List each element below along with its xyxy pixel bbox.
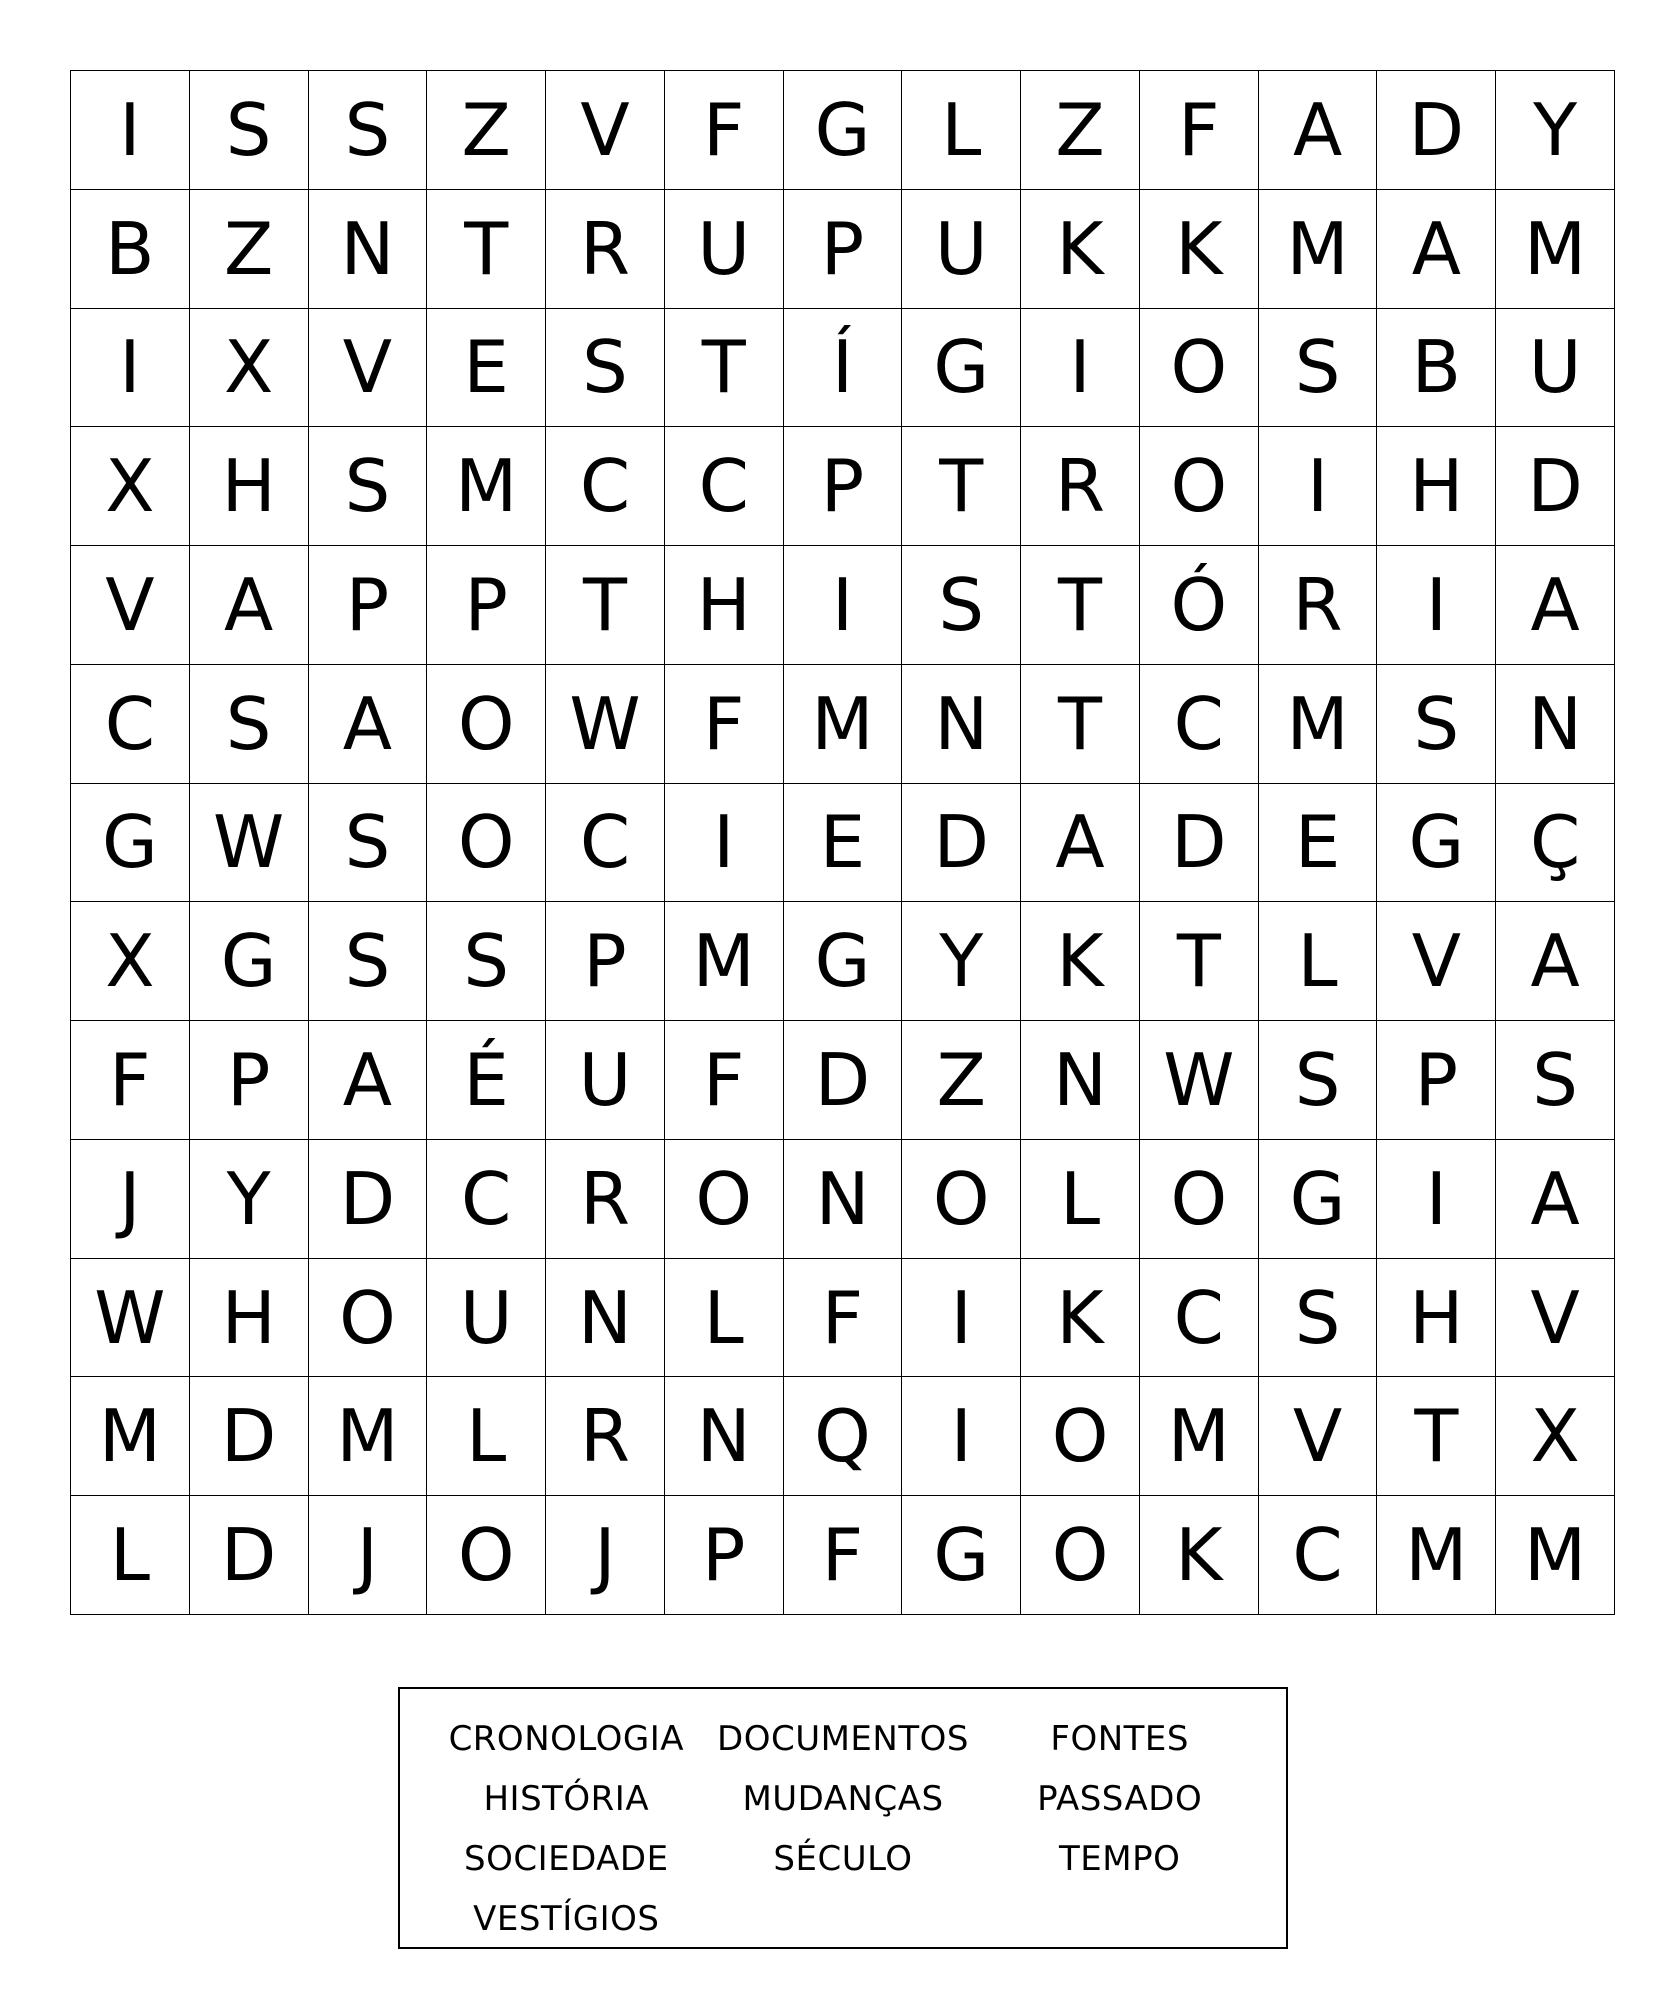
grid-cell[interactable]: L: [71, 1496, 190, 1615]
grid-cell[interactable]: V: [71, 546, 190, 665]
grid-cell[interactable]: S: [902, 546, 1021, 665]
grid-cell[interactable]: F: [784, 1496, 903, 1615]
grid-cell[interactable]: U: [902, 190, 1021, 309]
grid-cell[interactable]: S: [309, 784, 428, 903]
grid-cell[interactable]: P: [1377, 1021, 1496, 1140]
grid-cell[interactable]: I: [1021, 309, 1140, 428]
grid-cell[interactable]: G: [71, 784, 190, 903]
grid-cell[interactable]: F: [784, 1259, 903, 1378]
grid-cell[interactable]: F: [1140, 71, 1259, 190]
grid-cell[interactable]: J: [546, 1496, 665, 1615]
grid-cell[interactable]: P: [190, 1021, 309, 1140]
grid-cell[interactable]: O: [427, 1496, 546, 1615]
grid-cell[interactable]: W: [190, 784, 309, 903]
grid-cell[interactable]: C: [546, 427, 665, 546]
grid-cell[interactable]: M: [1377, 1496, 1496, 1615]
grid-cell[interactable]: Ó: [1140, 546, 1259, 665]
grid-cell[interactable]: M: [1140, 1377, 1259, 1496]
grid-cell[interactable]: T: [1377, 1377, 1496, 1496]
grid-cell[interactable]: Y: [1496, 71, 1615, 190]
grid-cell[interactable]: S: [546, 309, 665, 428]
grid-cell[interactable]: A: [190, 546, 309, 665]
grid-cell[interactable]: N: [1021, 1021, 1140, 1140]
grid-cell[interactable]: F: [665, 71, 784, 190]
grid-cell[interactable]: C: [1140, 665, 1259, 784]
grid-cell[interactable]: S: [1259, 1021, 1378, 1140]
grid-cell[interactable]: Y: [190, 1140, 309, 1259]
grid-cell[interactable]: D: [190, 1496, 309, 1615]
grid-cell[interactable]: G: [784, 71, 903, 190]
grid-cell[interactable]: L: [902, 71, 1021, 190]
grid-cell[interactable]: I: [902, 1259, 1021, 1378]
grid-cell[interactable]: M: [1496, 1496, 1615, 1615]
grid-cell[interactable]: F: [71, 1021, 190, 1140]
grid-cell[interactable]: G: [784, 902, 903, 1021]
grid-cell[interactable]: S: [1496, 1021, 1615, 1140]
grid-cell[interactable]: I: [902, 1377, 1021, 1496]
grid-cell[interactable]: D: [902, 784, 1021, 903]
grid-cell[interactable]: J: [309, 1496, 428, 1615]
grid-cell[interactable]: U: [546, 1021, 665, 1140]
word-search-grid: [70, 70, 1615, 1615]
grid-cell[interactable]: A: [1259, 71, 1378, 190]
grid-cell[interactable]: T: [1140, 902, 1259, 1021]
word-list-column: [983, 1709, 1256, 1947]
grid-cell[interactable]: Z: [190, 190, 309, 309]
grid-cell[interactable]: P: [784, 427, 903, 546]
grid-cell[interactable]: F: [665, 665, 784, 784]
grid-cell[interactable]: X: [1496, 1377, 1615, 1496]
grid-cell[interactable]: O: [1140, 1140, 1259, 1259]
grid-cell[interactable]: S: [309, 427, 428, 546]
grid-cell[interactable]: L: [427, 1377, 546, 1496]
grid-cell[interactable]: M: [665, 902, 784, 1021]
grid-cell[interactable]: T: [546, 546, 665, 665]
grid-cell[interactable]: O: [309, 1259, 428, 1378]
grid-cell[interactable]: S: [1377, 665, 1496, 784]
grid-cell[interactable]: K: [1021, 902, 1140, 1021]
grid-cell[interactable]: C: [1140, 1259, 1259, 1378]
grid-cell[interactable]: I: [1377, 546, 1496, 665]
word-list-column: [430, 1709, 703, 1947]
grid-cell[interactable]: A: [309, 1021, 428, 1140]
grid-cell[interactable]: O: [1021, 1496, 1140, 1615]
grid-cell[interactable]: C: [665, 427, 784, 546]
grid-cell[interactable]: H: [665, 546, 784, 665]
grid-cell[interactable]: I: [784, 546, 903, 665]
grid-cell[interactable]: O: [1140, 309, 1259, 428]
grid-cell[interactable]: N: [784, 1140, 903, 1259]
grid-cell[interactable]: F: [665, 1021, 784, 1140]
grid-cell[interactable]: H: [190, 427, 309, 546]
grid-cell[interactable]: C: [546, 784, 665, 903]
word-list-box: [398, 1687, 1288, 1949]
grid-cell[interactable]: N: [309, 190, 428, 309]
grid-cell[interactable]: U: [427, 1259, 546, 1378]
grid-cell[interactable]: M: [1259, 190, 1378, 309]
grid-cell[interactable]: N: [1496, 665, 1615, 784]
grid-cell[interactable]: X: [71, 902, 190, 1021]
grid-cell[interactable]: T: [665, 309, 784, 428]
grid-cell[interactable]: C: [1259, 1496, 1378, 1615]
grid-cell[interactable]: I: [665, 784, 784, 903]
grid-cell[interactable]: N: [902, 665, 1021, 784]
grid-cell[interactable]: M: [1259, 665, 1378, 784]
grid-cell[interactable]: S: [1259, 1259, 1378, 1378]
grid-cell[interactable]: M: [71, 1377, 190, 1496]
grid-cell[interactable]: E: [427, 309, 546, 428]
grid-cell[interactable]: T: [427, 190, 546, 309]
grid-cell[interactable]: Q: [784, 1377, 903, 1496]
grid-cell[interactable]: S: [309, 71, 428, 190]
grid-cell[interactable]: K: [1021, 190, 1140, 309]
grid-cell[interactable]: M: [309, 1377, 428, 1496]
grid-cell[interactable]: W: [1140, 1021, 1259, 1140]
grid-cell[interactable]: E: [784, 784, 903, 903]
grid-cell[interactable]: L: [1259, 902, 1378, 1021]
word-list-item: SÉCULO: [773, 1839, 913, 1879]
grid-cell[interactable]: V: [1377, 902, 1496, 1021]
grid-cell[interactable]: S: [190, 71, 309, 190]
grid-cell[interactable]: K: [1021, 1259, 1140, 1378]
grid-cell[interactable]: L: [665, 1259, 784, 1378]
grid-cell[interactable]: X: [71, 427, 190, 546]
grid-cell[interactable]: N: [546, 1259, 665, 1378]
grid-cell[interactable]: G: [190, 902, 309, 1021]
grid-cell[interactable]: V: [546, 71, 665, 190]
grid-cell[interactable]: S: [1259, 309, 1378, 428]
grid-cell[interactable]: W: [71, 1259, 190, 1378]
word-list-item: PASSADO: [1037, 1779, 1203, 1819]
word-list-item: DOCUMENTOS: [717, 1719, 969, 1759]
word-list-item: SOCIEDADE: [463, 1839, 669, 1879]
grid-cell[interactable]: O: [665, 1140, 784, 1259]
grid-cell[interactable]: T: [1021, 665, 1140, 784]
grid-cell[interactable]: I: [71, 309, 190, 428]
grid-cell[interactable]: S: [309, 902, 428, 1021]
grid-cell[interactable]: P: [427, 546, 546, 665]
grid-cell[interactable]: O: [902, 1140, 1021, 1259]
grid-cell[interactable]: L: [1021, 1140, 1140, 1259]
word-list-item: CRONOLOGIA: [448, 1719, 685, 1759]
word-list-column: [707, 1709, 980, 1947]
grid-cell[interactable]: T: [902, 427, 1021, 546]
grid-cell[interactable]: D: [784, 1021, 903, 1140]
grid-cell[interactable]: A: [309, 665, 428, 784]
word-list-item: VESTÍGIOS: [473, 1899, 660, 1939]
grid-cell[interactable]: V: [309, 309, 428, 428]
grid-cell[interactable]: P: [665, 1496, 784, 1615]
grid-cell[interactable]: P: [309, 546, 428, 665]
grid-cell[interactable]: R: [546, 190, 665, 309]
grid-cell[interactable]: H: [1377, 1259, 1496, 1378]
grid-cell[interactable]: V: [1496, 1259, 1615, 1378]
grid-cell[interactable]: U: [665, 190, 784, 309]
grid-cell[interactable]: H: [190, 1259, 309, 1378]
word-list-item: MUDANÇAS: [742, 1779, 944, 1819]
grid-cell[interactable]: G: [902, 1496, 1021, 1615]
grid-cell[interactable]: G: [902, 309, 1021, 428]
grid-cell[interactable]: K: [1140, 1496, 1259, 1615]
grid-cell[interactable]: G: [1259, 1140, 1378, 1259]
grid-cell[interactable]: R: [1259, 546, 1378, 665]
grid-cell[interactable]: M: [1496, 190, 1615, 309]
grid-cell[interactable]: S: [427, 902, 546, 1021]
grid-cell[interactable]: I: [71, 71, 190, 190]
grid-cell[interactable]: Z: [902, 1021, 1021, 1140]
grid-cell[interactable]: M: [427, 427, 546, 546]
grid-cell[interactable]: D: [1496, 427, 1615, 546]
grid-cell[interactable]: N: [665, 1377, 784, 1496]
grid-cell[interactable]: J: [71, 1140, 190, 1259]
grid-cell[interactable]: Í: [784, 309, 903, 428]
grid-cell[interactable]: W: [546, 665, 665, 784]
grid-cell[interactable]: U: [1496, 309, 1615, 428]
grid-cell[interactable]: C: [71, 665, 190, 784]
grid-cell[interactable]: O: [1021, 1377, 1140, 1496]
grid-cell[interactable]: A: [1021, 784, 1140, 903]
grid-cell[interactable]: K: [1140, 190, 1259, 309]
grid-cell[interactable]: I: [1377, 1140, 1496, 1259]
grid-cell[interactable]: D: [1377, 71, 1496, 190]
grid-cell[interactable]: A: [1496, 902, 1615, 1021]
grid-cell[interactable]: D: [309, 1140, 428, 1259]
grid-cell[interactable]: D: [190, 1377, 309, 1496]
word-list-item: HISTÓRIA: [483, 1779, 650, 1819]
grid-cell[interactable]: O: [1140, 427, 1259, 546]
word-list-item: FONTES: [1050, 1719, 1189, 1759]
grid-cell[interactable]: Z: [427, 71, 546, 190]
grid-cell[interactable]: B: [71, 190, 190, 309]
word-list-item: TEMPO: [1059, 1839, 1181, 1879]
grid-cell[interactable]: A: [1377, 190, 1496, 309]
grid-cell[interactable]: B: [1377, 309, 1496, 428]
grid-cell[interactable]: I: [1259, 427, 1378, 546]
grid-cell[interactable]: P: [546, 902, 665, 1021]
grid-cell[interactable]: Ç: [1496, 784, 1615, 903]
grid-cell[interactable]: C: [427, 1140, 546, 1259]
grid-cell[interactable]: A: [1496, 1140, 1615, 1259]
grid-cell[interactable]: Z: [1021, 71, 1140, 190]
grid-cell[interactable]: T: [1021, 546, 1140, 665]
grid-cell[interactable]: O: [427, 784, 546, 903]
grid-cell[interactable]: H: [1377, 427, 1496, 546]
grid-cell[interactable]: D: [1140, 784, 1259, 903]
grid-cell[interactable]: A: [1496, 546, 1615, 665]
grid-cell[interactable]: R: [546, 1377, 665, 1496]
grid-cell[interactable]: V: [1259, 1377, 1378, 1496]
grid-cell[interactable]: P: [784, 190, 903, 309]
grid-cell[interactable]: G: [1377, 784, 1496, 903]
grid-cell[interactable]: R: [546, 1140, 665, 1259]
grid-cell[interactable]: É: [427, 1021, 546, 1140]
grid-cell[interactable]: O: [427, 665, 546, 784]
grid-cell[interactable]: E: [1259, 784, 1378, 903]
grid-cell[interactable]: R: [1021, 427, 1140, 546]
grid-cell[interactable]: Y: [902, 902, 1021, 1021]
grid-cell[interactable]: M: [784, 665, 903, 784]
grid-cell[interactable]: S: [190, 665, 309, 784]
grid-cell[interactable]: X: [190, 309, 309, 428]
